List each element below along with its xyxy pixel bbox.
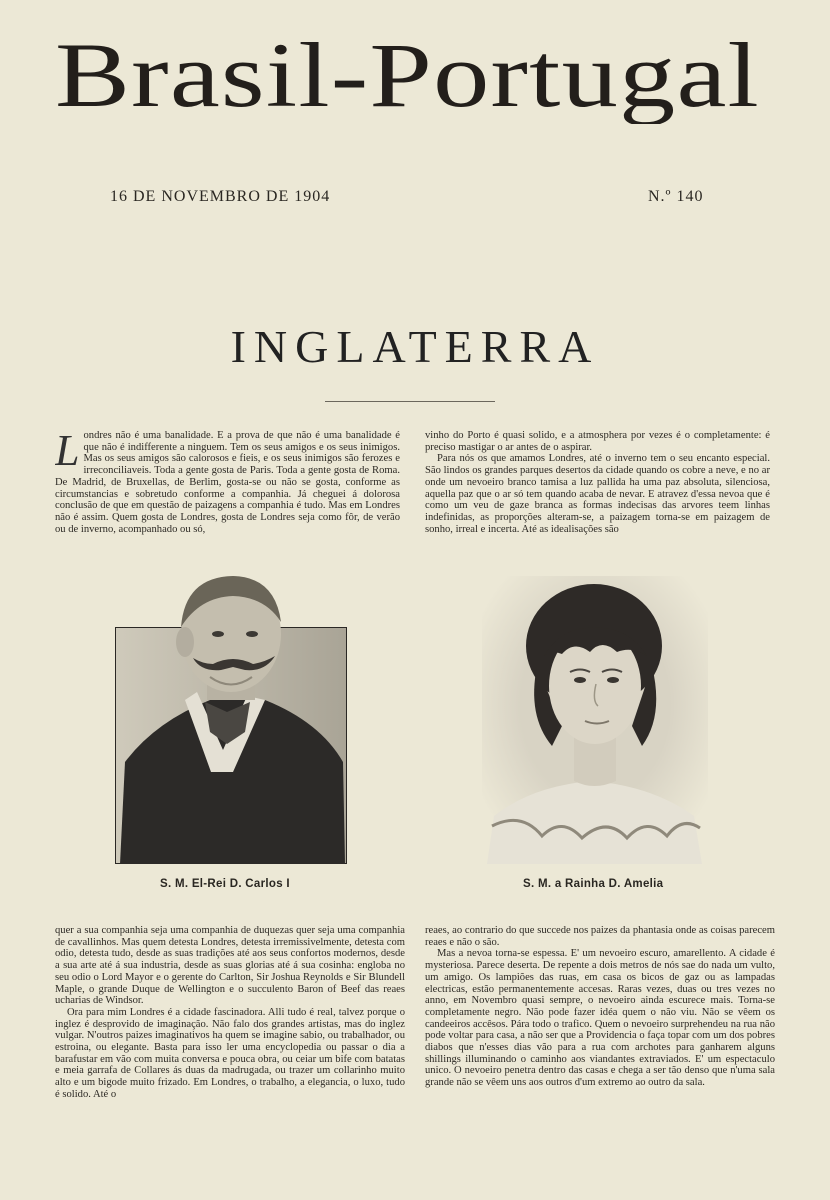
article-column-upper-right — [425, 430, 770, 542]
article-column-lower-right — [425, 925, 775, 1175]
masthead-title — [55, 24, 775, 124]
article-title: INGLATERRA — [230, 321, 600, 372]
portrait-image — [115, 572, 347, 864]
portrait-image — [482, 576, 708, 864]
article-column-upper-left — [55, 430, 400, 542]
issue-number: N.º 140 — [648, 188, 704, 205]
article-paragraph: quer a sua companhia seja uma companhia de duquezas quer seja uma companhia de cavallinhos. Mas quem detesta Londres, detesta irremissivelmente, detesta com odio, detesta tudo, desde as suas tradições até aos seus confortos modernos, desde a sua arte até á sua industria, desde as suas glorias até á sua cosinha: engloba no seu odio o Lord Mayor e o gerente do Carlton, Sir Joshua Reynolds e Sir Blundell Maple, o grande Duque de Wellington e o succulento Baron of Beef das reaes ucharias de Windsor. — [55, 925, 405, 1007]
photo-caption-right: S. M. a Rainha D. Amelia — [523, 878, 664, 890]
article-paragraph: Para nós os que amamos Londres, até o inverno tem o seu encanto especial. São lindos os grandes parques desertos da cidade quando os cobre a neve, e no ar onde um nevoeiro branco tamisa a luz pallida ha uma paz absoluta, silenciosa, aquella paz que o ar só tem quando acaba de nevar. E atravez d'essa nevoa que é como um veu de gaze branca as formas indecisas das arvores teem linhas indefinidas, as proporções alteram-se, a paizagem torna-se em paizagem de sonho, irreal e incerta. Até as idealisações são — [425, 453, 770, 535]
portrait-queen-amelia — [482, 576, 708, 864]
article-paragraph: reaes, ao contrario do que succede nos paizes da phantasia onde as coisas parecem reaes e não o são. — [425, 925, 775, 948]
photo-caption-left: S. M. El-Rei D. Carlos I — [160, 878, 290, 890]
article-paragraph — [55, 430, 400, 535]
masthead-wordmark — [55, 24, 775, 124]
paragraph-text: ondres não é uma banalidade. E a prova de que não é uma banalidade é que não é indifferente a ninguem. Tem os seus amigos e os seus inimigos. Mas os seus amigos são calorosos e fieis, e os seus inimigos são ferozes e irreconciliaveis. Toda a gente gosta de Paris. Toda a gente gosta de Roma. De Madrid, de Bruxellas, de Berlim, gosta-se ou não se gosta, conforme as circumstancias e sobretudo conforme a companhia. Já cheguei á dolorosa conclusão de que em questão de paizagens a companhia é tudo. Mas em Londres não é assim. Quem gosta de Londres, gosta de Londres seja como fôr, de verão ou de inverno, acompanhado ou só, — [55, 430, 400, 535]
portrait-king-carlos — [115, 572, 347, 864]
article-paragraph: Ora para mim Londres é a cidade fascinadora. Alli tudo é real, talvez porque o inglez é desprovido de imaginação. Não falo dos grandes artistas, mas do inglez vulgar. N'outros paizes imaginativos ha quem se imagine sabio, ou trabalhador, ou estroina, ou elegante. Basta para isso ler uma encyclopedia ou passar o dia a barafustar em vão com muita conversa e pouca obra, ou ceiar um bife com batatas e meia garrafa de Collares ás duas da madrugada, ou trazer um collarinho muito alto e um bigode muito frizado. Em Londres, o trabalho, a elegancia, o luxo, tudo é solido. Até o — [55, 1006, 405, 1100]
drop-cap: L — [55, 430, 80, 475]
masthead-text: Brasil-Portugal — [55, 24, 760, 124]
title-divider — [325, 401, 495, 402]
article-paragraph: vinho do Porto é quasi solido, e a atmosphera por vezes é o completamente: é preciso mastigar o ar antes de o aspirar. — [425, 430, 770, 453]
issue-date: 16 DE NOVEMBRO DE 1904 — [110, 188, 331, 205]
article-column-lower-left — [55, 925, 405, 1175]
article-paragraph: Mas a nevoa torna-se espessa. E' um nevoeiro escuro, amarellento. A cidade é mysteriosa. Parece deserta. De repente a dois metros de nós sae do nada um vulto, um amigo. Os lampiões das ruas, em casa os bicos de gaz ou as lampadas electricas, estão permanentemente accesas. Raras vezes, duas ou tres vezes no anno, em Novembro quasi sempre, o nevoeiro ainda escurece mais. Torna-se completamente negro. Não pode fazer idéa quem o não viu. Não se vêem os candeeiros accêsos. Pára todo o trafico. Quem o nevoeiro surprehendeu na rua não pode voltar para casa, a não ser que a Providencia o faça topar com um dos pobres diabos que n'esses dias vão para a rua com archotes para ganharem alguns shillings illuminando o caminho aos viandantes extraviados. E' um espectaculo unico. O nevoeiro penetra dentro das casas e chega a ser tão denso que n'uma sala grande não se vêem uns aos outros d'um extremo ao outro da sala. — [425, 948, 775, 1089]
